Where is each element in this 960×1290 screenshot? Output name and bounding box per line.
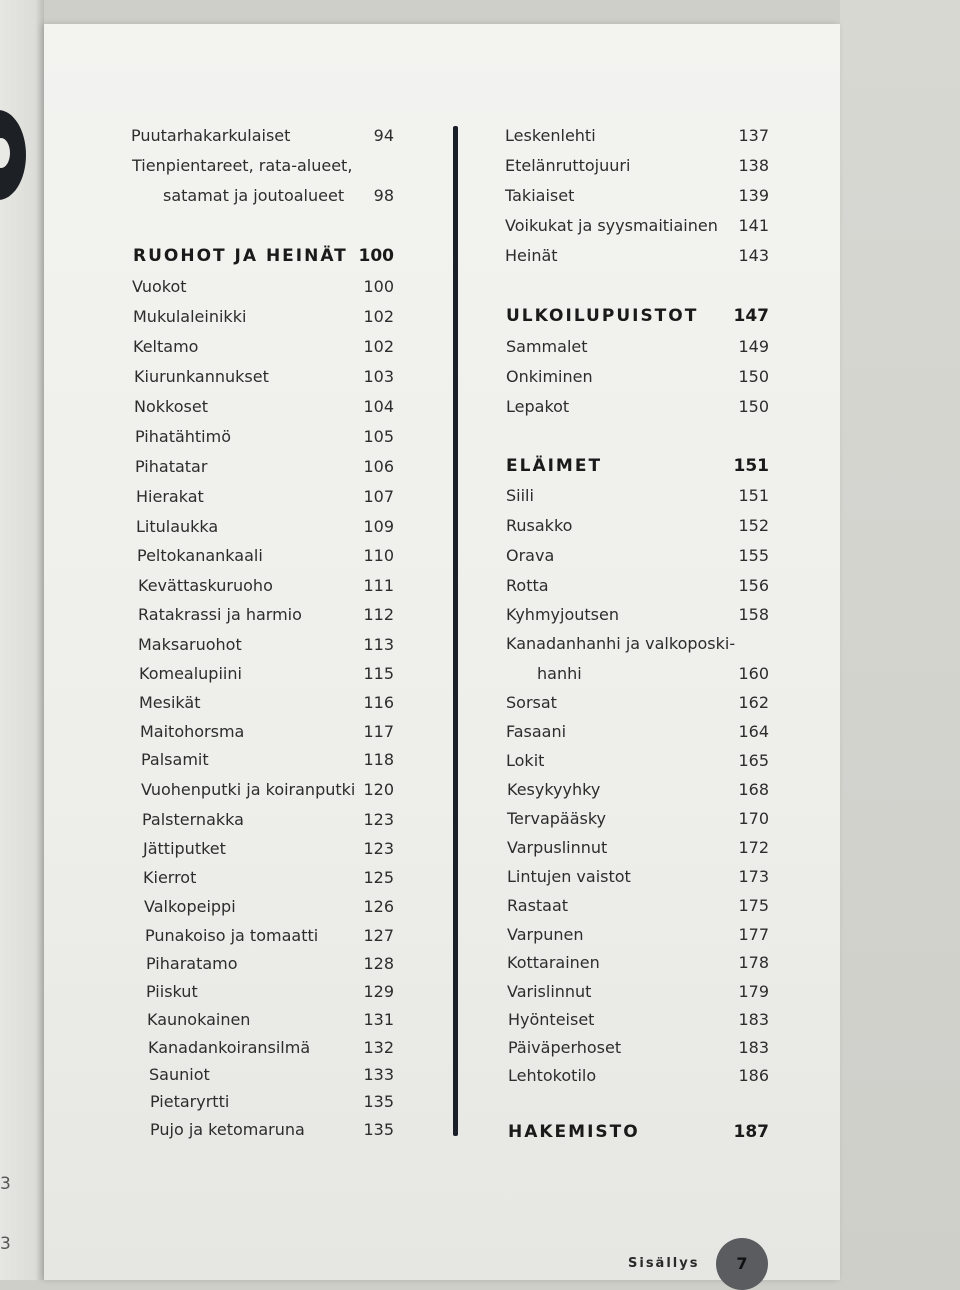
toc-entry-page: 102 (363, 337, 394, 356)
toc-entry-page: 175 (738, 896, 769, 915)
toc-entry-title: hanhi (537, 664, 582, 683)
previous-page-number: 3 (0, 1234, 11, 1254)
toc-entry-page: 155 (738, 546, 769, 565)
toc-entry-title: Lehtokotilo (508, 1066, 597, 1085)
toc-entry-title: Sorsat (506, 693, 557, 712)
toc-entry-title: Tienpientareet, rata-alueet, (132, 156, 353, 175)
toc-entry-page: 160 (738, 664, 769, 683)
toc-entry-page: 141 (738, 216, 769, 235)
toc-entry-page: 109 (363, 517, 394, 536)
toc-entry-title: Kanadankoiransilmä (148, 1038, 311, 1057)
toc-entry-page: 100 (363, 277, 394, 296)
toc-entry-title: Orava (506, 546, 555, 565)
toc-entry-title: Mesikät (139, 693, 201, 712)
toc-entry-title: Piharatamo (146, 954, 238, 973)
toc-entry-title: Nokkoset (134, 397, 208, 416)
toc-entry-page: 113 (363, 635, 394, 654)
toc-entry-page: 94 (373, 126, 394, 145)
toc-entry-page: 104 (363, 397, 394, 416)
toc-entry-title: Kyhmyjoutsen (506, 605, 619, 624)
toc-entry-title: Palsamit (141, 750, 209, 769)
toc-entry-page: 127 (363, 926, 394, 945)
page-number-badge: 7 (716, 1238, 768, 1290)
toc-entry-title: Kaunokainen (147, 1010, 251, 1029)
toc-entry-page: 135 (363, 1092, 394, 1111)
toc-entry-title: Pihatähtimö (135, 427, 231, 446)
toc-entry-page: 106 (363, 457, 394, 476)
toc-entry-page: 177 (738, 925, 769, 944)
toc-entry-page: 126 (363, 897, 394, 916)
toc-entry-title: Lintujen vaistot (507, 867, 631, 886)
toc-entry-title: Puutarhakarkulaiset (131, 126, 291, 145)
toc-entry-title: Varislinnut (507, 982, 592, 1001)
column-divider (453, 126, 458, 1136)
toc-entry-title: Varpuslinnut (507, 838, 608, 857)
toc-entry-title: Onkiminen (506, 367, 593, 386)
toc-entry-page: 186 (738, 1066, 769, 1085)
toc-entry-page: 151 (733, 456, 769, 476)
toc-entry-page: 172 (738, 838, 769, 857)
toc-entry-title: Punakoiso ja tomaatti (145, 926, 319, 945)
toc-entry-page: 149 (738, 337, 769, 356)
toc-entry-page: 139 (738, 186, 769, 205)
toc-entry-page: 120 (363, 780, 394, 799)
toc-entry-title: Lokit (506, 751, 545, 770)
toc-entry-page: 170 (738, 809, 769, 828)
toc-entry-title: Keltamo (133, 337, 199, 356)
toc-entry-page: 117 (363, 722, 394, 741)
toc-entry-page: 129 (363, 982, 394, 1001)
toc-entry-page: 132 (363, 1038, 394, 1057)
toc-entry-page: 138 (738, 156, 769, 175)
toc-entry-title: Tervapääsky (507, 809, 607, 828)
toc-entry-page: 150 (738, 367, 769, 386)
toc-entry-page: 107 (363, 487, 394, 506)
toc-entry-page: 118 (363, 750, 394, 769)
toc-entry-page: 162 (738, 693, 769, 712)
toc-entry-title: Leskenlehti (505, 126, 596, 145)
toc-entry-page: 164 (738, 722, 769, 741)
toc-entry-page: 151 (738, 486, 769, 505)
toc-entry-title: HAKEMISTO (508, 1122, 640, 1142)
toc-entry-page: 156 (738, 576, 769, 595)
toc-entry-page: 178 (738, 953, 769, 972)
toc-entry-title: Palsternakka (142, 810, 244, 829)
toc-entry-title: Siili (506, 486, 534, 505)
toc-entry-page: 125 (363, 868, 394, 887)
toc-entry-page: 100 (358, 246, 394, 266)
toc-entry-page: 179 (738, 982, 769, 1001)
toc-entry-title: ULKOILUPUISTOT (506, 306, 699, 326)
toc-entry-title: Maksaruohot (138, 635, 242, 654)
previous-page-number: 3 (0, 1174, 11, 1194)
toc-entry-title: RUOHOT JA HEINÄT (133, 246, 348, 266)
toc-entry-page: 102 (363, 307, 394, 326)
toc-entry-page: 183 (738, 1038, 769, 1057)
toc-entry-page: 123 (363, 839, 394, 858)
toc-entry-title: Pujo ja ketomaruna (150, 1120, 305, 1139)
toc-entry-title: Pihatatar (135, 457, 208, 476)
toc-entry-title: Valkopeippi (144, 897, 236, 916)
toc-entry-title: Kierrot (143, 868, 197, 887)
toc-entry-title: Kiurunkannukset (134, 367, 269, 386)
toc-entry-title: Kevättaskuruoho (138, 576, 273, 595)
toc-entry-page: 183 (738, 1010, 769, 1029)
toc-entry-title: Pietaryrtti (150, 1092, 230, 1111)
toc-entry-page: 152 (738, 516, 769, 535)
toc-entry-title: Etelänruttojuuri (505, 156, 631, 175)
toc-entry-page: 131 (363, 1010, 394, 1029)
toc-entry-page: 158 (738, 605, 769, 624)
toc-entry-title: Litulaukka (136, 517, 219, 536)
toc-entry-title: Jättiputket (143, 839, 226, 858)
previous-page-edge (0, 0, 44, 1280)
toc-entry-title: Kanadanhanhi ja valkoposki- (506, 634, 736, 653)
toc-entry-page: 128 (363, 954, 394, 973)
toc-entry-page: 147 (733, 306, 769, 326)
toc-entry-title: Takiaiset (505, 186, 575, 205)
toc-entry-page: 135 (363, 1120, 394, 1139)
toc-entry-page: 150 (738, 397, 769, 416)
toc-entry-title: Kesykyyhky (507, 780, 601, 799)
toc-entry-title: Hierakat (136, 487, 204, 506)
toc-entry-title: Fasaani (506, 722, 567, 741)
toc-entry-title: ELÄIMET (506, 456, 603, 476)
background-surface (840, 0, 960, 1280)
footer-section-label: Sisällys (628, 1256, 700, 1271)
toc-entry-page: 133 (363, 1065, 394, 1084)
toc-entry-title: Kottarainen (507, 953, 600, 972)
toc-entry-page: 110 (363, 546, 394, 565)
toc-entry-page: 173 (738, 867, 769, 886)
toc-entry-page: 115 (363, 664, 394, 683)
table-of-contents-page (44, 24, 840, 1280)
toc-entry-page: 187 (733, 1122, 769, 1142)
toc-entry-title: Peltokanankaali (137, 546, 263, 565)
toc-entry-title: Mukulaleinikki (133, 307, 247, 326)
toc-entry-title: Hyönteiset (508, 1010, 595, 1029)
toc-entry-page: 116 (363, 693, 394, 712)
toc-entry-title: Vuohenputki ja koiranputki (141, 780, 356, 799)
toc-entry-page: 168 (738, 780, 769, 799)
toc-entry-title: Rotta (506, 576, 549, 595)
toc-entry-page: 111 (363, 576, 394, 595)
toc-entry-title: Sammalet (506, 337, 588, 356)
toc-entry-page: 105 (363, 427, 394, 446)
toc-entry-title: Vuokot (132, 277, 187, 296)
toc-entry-page: 123 (363, 810, 394, 829)
toc-entry-title: Päiväperhoset (508, 1038, 622, 1057)
toc-entry-title: Sauniot (149, 1065, 210, 1084)
toc-entry-title: Heinät (505, 246, 558, 265)
toc-entry-title: Varpunen (507, 925, 584, 944)
toc-entry-title: Rastaat (507, 896, 569, 915)
toc-entry-title: Piiskut (146, 982, 198, 1001)
toc-entry-title: Lepakot (506, 397, 570, 416)
binding-ring-graphic (0, 110, 26, 200)
toc-entry-page: 143 (738, 246, 769, 265)
toc-entry-page: 103 (363, 367, 394, 386)
toc-entry-page: 98 (373, 186, 394, 205)
toc-entry-page: 112 (363, 605, 394, 624)
toc-entry-title: Rusakko (506, 516, 573, 535)
toc-entry-title: satamat ja joutoalueet (163, 186, 345, 205)
toc-entry-page: 165 (738, 751, 769, 770)
toc-entry-title: Ratakrassi ja harmio (138, 605, 302, 624)
toc-entry-title: Maitohorsma (140, 722, 245, 741)
toc-entry-title: Voikukat ja syysmaitiainen (505, 216, 718, 235)
toc-entry-title: Komealupiini (139, 664, 242, 683)
toc-entry-page: 137 (738, 126, 769, 145)
